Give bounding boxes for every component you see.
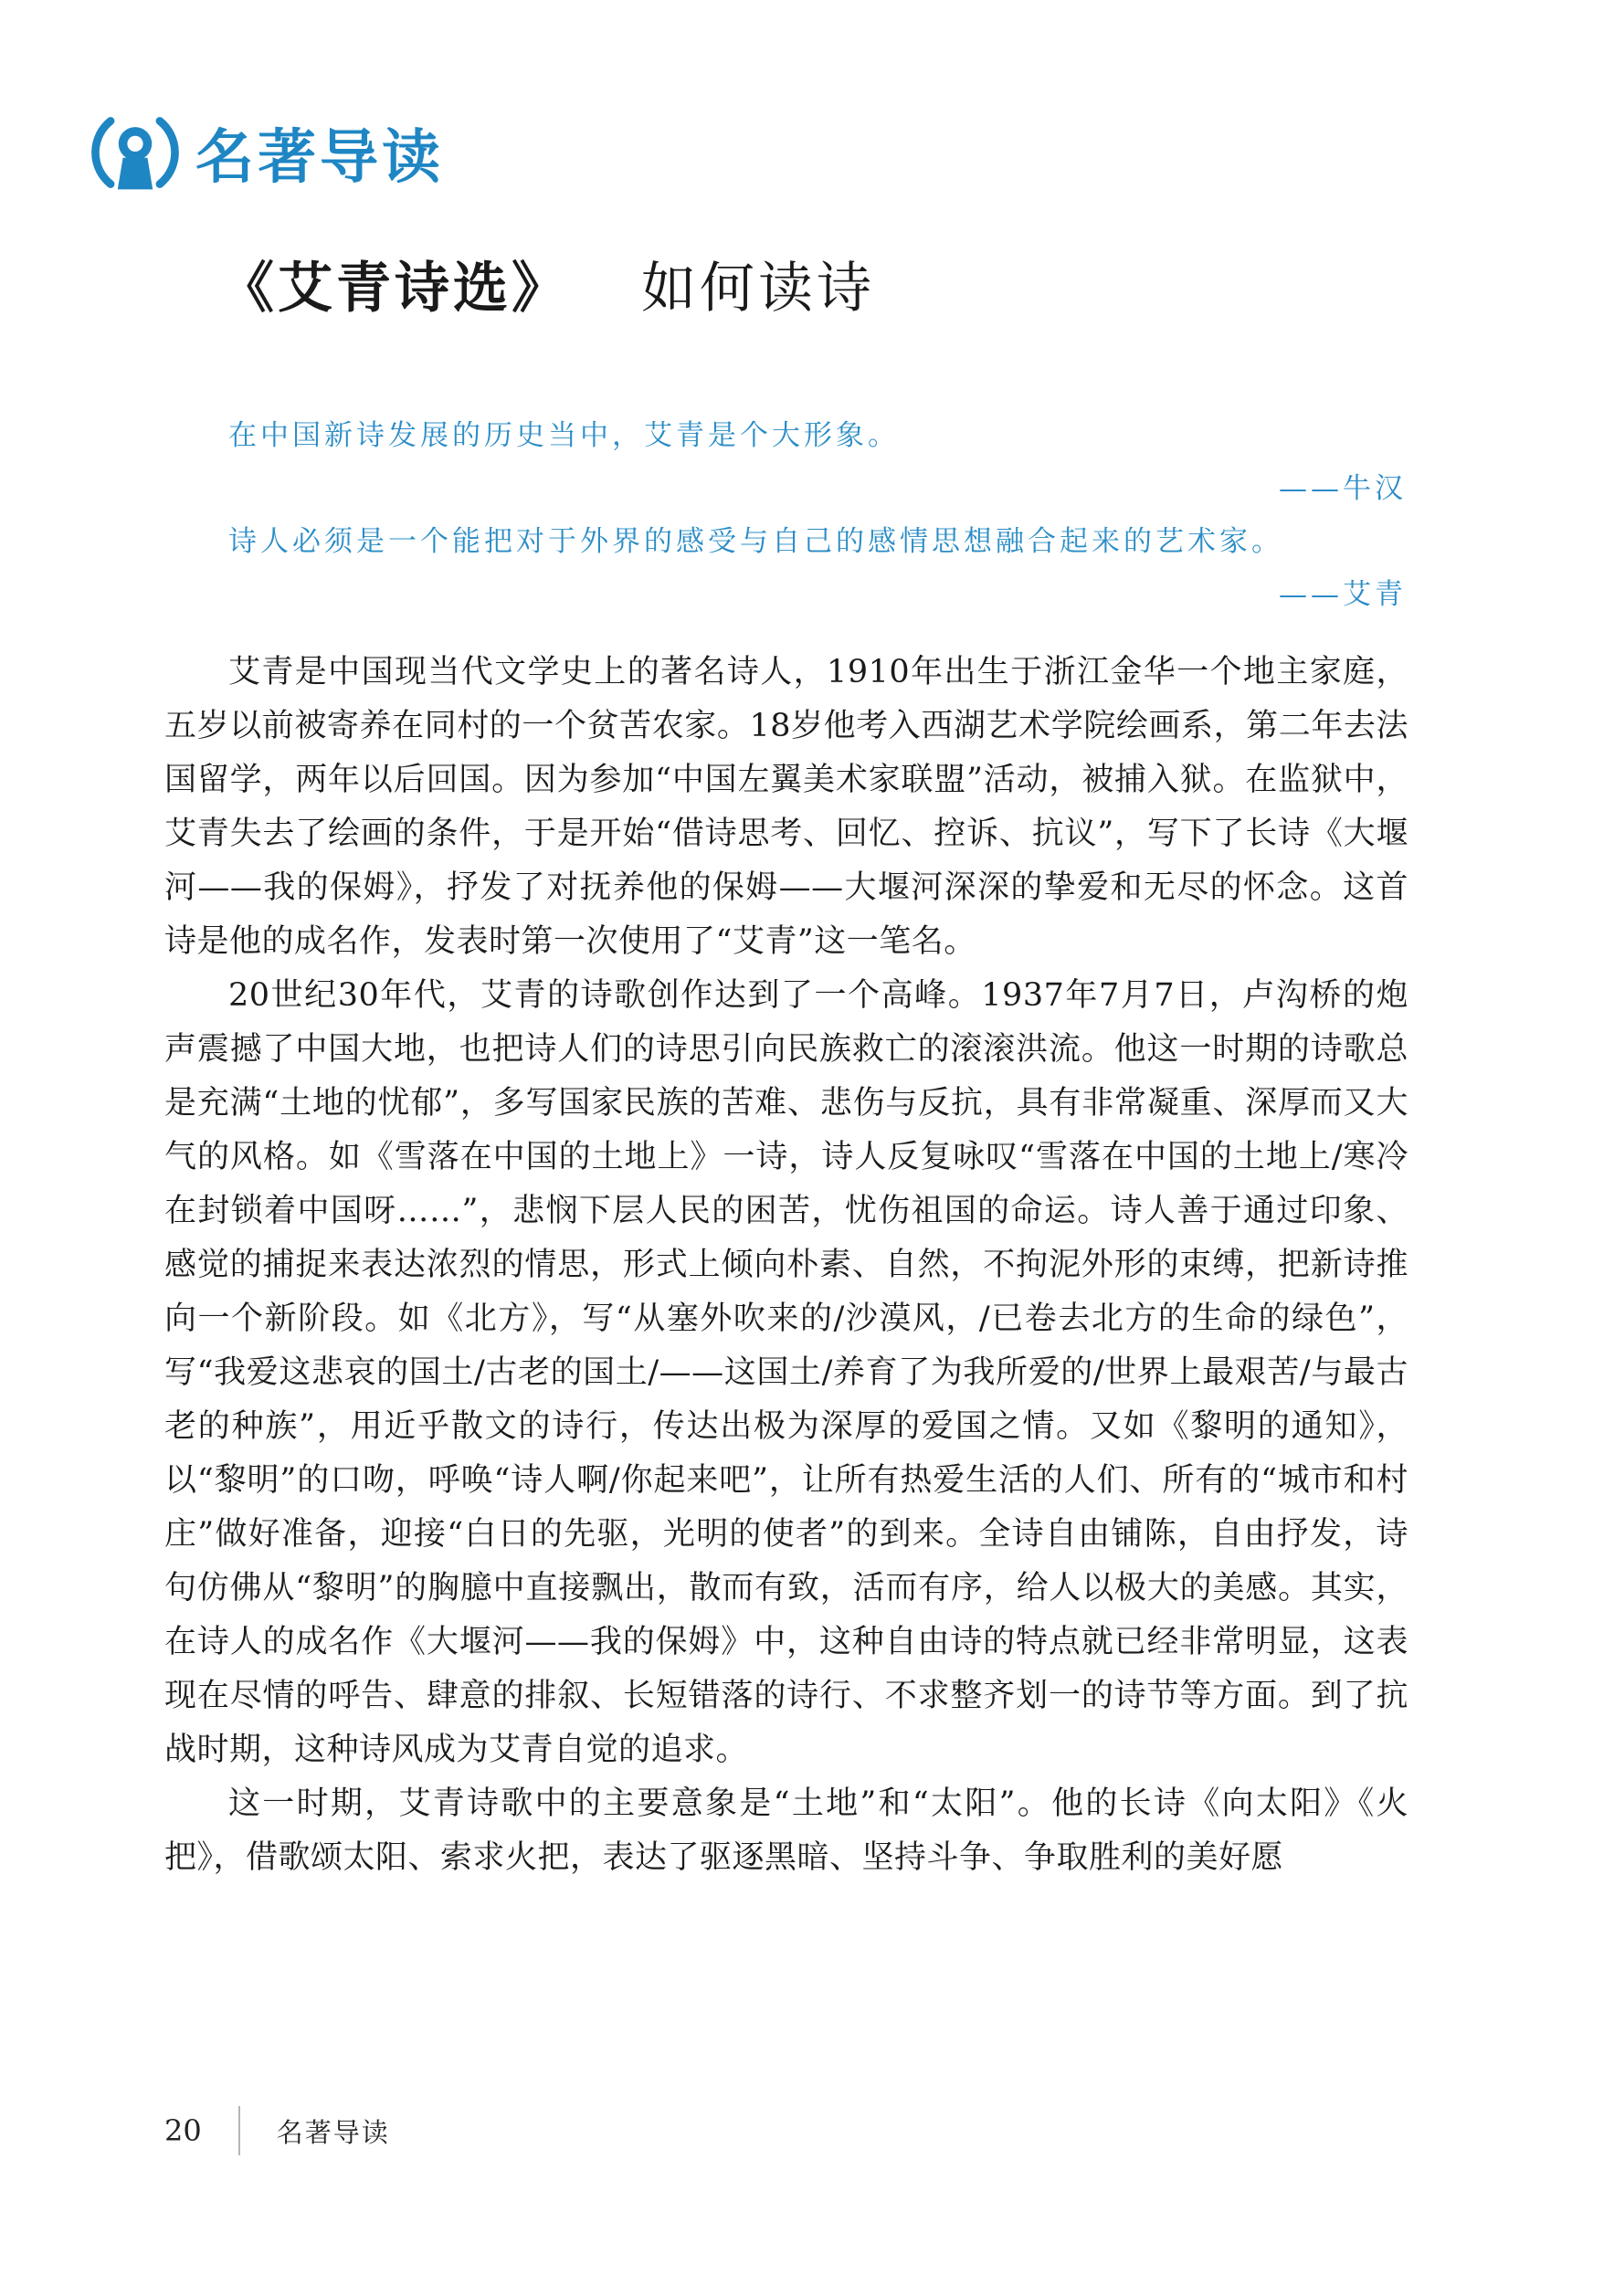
book-title: 《艾青诗选》 bbox=[219, 257, 570, 321]
section-header bbox=[91, 102, 444, 203]
footer-section-label: 名著导读 bbox=[276, 2116, 390, 2148]
body-paragraph: 20世纪30年代，艾青的诗歌创作达到了一个高峰。1937年7月7日，卢沟桥的炮声震撼了中国大地，也把诗人们的诗思引向民族救亡的滚滚洪流。他这一时期的诗歌总是充满“土地的忧郁”，多写国家民族的苦难、悲伤与反抗，具有非常凝重、深厚而又大气的风格。如《雪落在中国的土地上》一诗，诗人反复咏叹“雪落在中国的土地上/寒冷在封锁着中国呀……”，悲悯下层人民的困苦，忧伤祖国的命运。诗人善于通过印象、感觉的捕捉来表达浓烈的情思，形式上倾向朴素、自然，不拘泥外形的束缚，把新诗推向一个新阶段。如《北方》，写“从塞外吹来的/沙漠风，/已卷去北方的生命的绿色”，写“我爱这悲哀的国土/古老的国土/——这国土/养育了为我所爱的/世界上最艰苦/与最古老的种族”，用近乎散文的诗行，传达出极为深厚的爱国之情。又如《黎明的通知》，以“黎明”的口吻，呼唤“诗人啊/你起来吧”，让所有热爱生活的人们、所有的“城市和村庄”做好准备，迎接“白日的先驱，光明的使者”的到来。全诗自由铺陈，自由抒发，诗句仿佛从“黎明”的胸臆中直接飘出，散而有致，活而有序，给人以极大的美感。其实，在诗人的成名作《大堰河——我的保姆》中，这种自由诗的特点就已经非常明显，这表现在尽情的呼告、肆意的排叙、长短错落的诗行、不求整齐划一的诗节等方面。到了抗战时期，这种诗风成为艾青自觉的追求。 bbox=[164, 977, 1408, 1768]
article-body bbox=[164, 646, 1408, 1885]
keyhole-reading-icon bbox=[91, 109, 179, 196]
quote-author: ——艾青 bbox=[1279, 578, 1407, 611]
page-footer bbox=[164, 2105, 390, 2156]
body-paragraph: 艾青是中国现当代文学史上的著名诗人，1910年出生于浙江金华一个地主家庭，五岁以前被寄养在同村的一个贫苦农家。18岁他考入西湖艺术学院绘画系，第二年去法国留学，两年以后回国。因为参加“中国左翼美术家联盟”活动，被捕入狱。在监狱中，艾青失去了绘画的条件，于是开始“借诗思考、回忆、控诉、抗议”，写下了长诗《大堰河——我的保姆》，抒发了对抚养他的保姆——大堰河深深的挚爱和无尽的怀念。这首诗是他的成名作，发表时第一次使用了“艾青”这一笔名。 bbox=[164, 654, 1408, 960]
article-title bbox=[219, 245, 875, 323]
quote-author: ——牛汉 bbox=[1279, 472, 1407, 505]
body-paragraph: 这一时期，艾青诗歌中的主要意象是“土地”和“太阳”。他的长诗《向太阳》《火把》，借歌颂太阳、索求火把，表达了驱逐黑暗、坚持斗争、争取胜利的美好愿 bbox=[164, 1785, 1408, 1876]
quote-text: 诗人必须是一个能把对于外界的感受与自己的感情思想融合起来的艺术家。 bbox=[228, 525, 1283, 558]
quote-text: 在中国新诗发展的历史当中，艾青是个大形象。 bbox=[228, 419, 900, 452]
article-subtitle: 如何读诗 bbox=[641, 257, 875, 321]
epigraph bbox=[228, 409, 1407, 621]
page-number: 20 bbox=[164, 2113, 202, 2148]
section-title: 名著导读 bbox=[195, 124, 444, 192]
footer-divider bbox=[238, 2106, 240, 2155]
